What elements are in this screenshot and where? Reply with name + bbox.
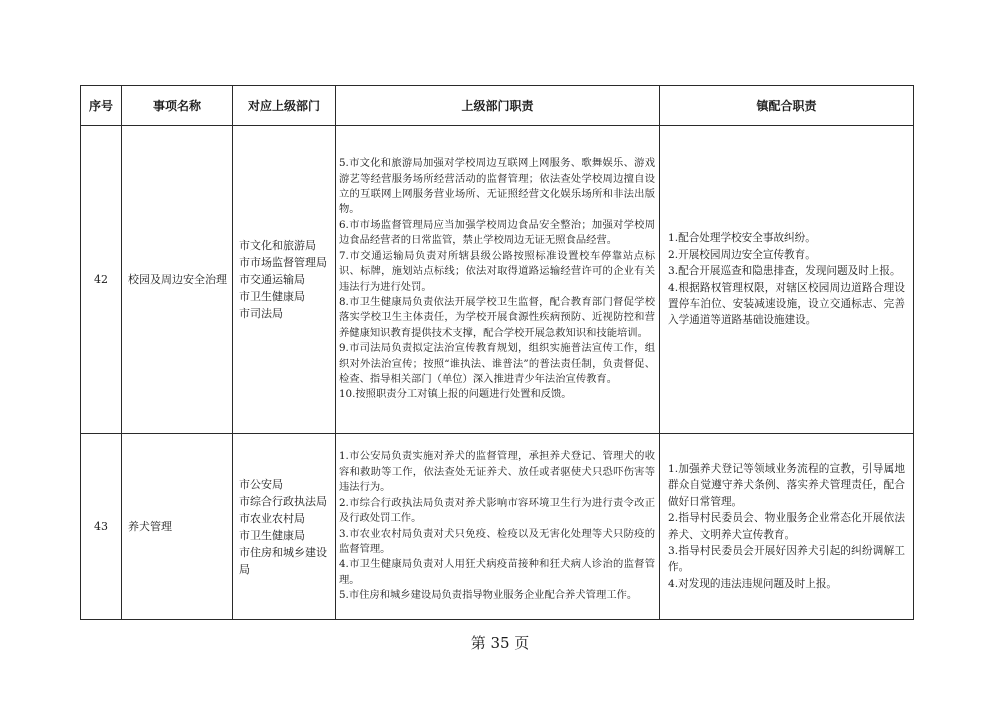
document-page bbox=[80, 85, 913, 620]
town-duty-paragraph: 1.加强养犬登记等领域业务流程的宣教，引导属地群众自觉遵守养犬条例、落实养犬管理责任，配合做好日常管理。 bbox=[668, 462, 905, 508]
town-duties bbox=[660, 126, 914, 434]
town-duty-paragraph: 1.配合处理学校安全事故纠纷。 bbox=[668, 232, 816, 245]
dept-entry: 市市场监督管理局 bbox=[239, 256, 327, 269]
duty-paragraph: 5.市文化和旅游局加强对学校周边互联网上网服务、歌舞娱乐、游戏游艺等经营服务场所经营活动的监督管理；依法查处学校周边擅自设立的互联网上网服务营业场所、无证照经营文化娱乐场所和非法出版物。 bbox=[339, 157, 655, 216]
duty-paragraph: 6.市市场监督管理局应当加强学校周边食品安全整治；加强对学校周边食品经营者的日常监管，禁止学校周边无证无照食品经营。 bbox=[339, 218, 655, 247]
town-duties bbox=[660, 434, 914, 620]
duty-paragraph: 3.市农业农村局负责对犬只免疫、检疫以及无害化处理等犬只防疫的监督管理。 bbox=[339, 527, 655, 555]
header-superior-dept: 对应上级部门 bbox=[233, 86, 336, 126]
town-duty-paragraph: 4.根据路权管理权限，对辖区校园周边道路合理设置停车泊位、安装减速设施，设立交通标志、完善入学通道等道路基础设施建设。 bbox=[668, 281, 905, 327]
dept-entry: 市公安局 bbox=[239, 477, 283, 491]
table-header-row bbox=[81, 86, 914, 126]
dept-entry: 市综合行政执法局 bbox=[239, 494, 327, 508]
dept-entry: 市交通运输局 bbox=[239, 273, 305, 286]
superior-dept-list bbox=[233, 434, 336, 620]
item-name: 养犬管理 bbox=[122, 434, 233, 620]
header-town-duties: 镇配合职责 bbox=[660, 86, 914, 126]
town-duty-paragraph: 3.指导村民委员会开展好因养犬引起的纠纷调解工作。 bbox=[668, 544, 905, 574]
town-duty-paragraph: 3.配合开展巡查和隐患排查，发现问题及时上报。 bbox=[668, 265, 901, 278]
item-name: 校园及周边安全治理 bbox=[122, 126, 233, 434]
duty-paragraph: 5.市住房和城乡建设局负责指导物业服务企业配合养犬管理工作。 bbox=[339, 589, 638, 602]
row-number: 42 bbox=[81, 126, 122, 434]
dept-entry: 市司法局 bbox=[239, 307, 283, 320]
dept-entry: 市住房和城乡建设局 bbox=[239, 545, 327, 576]
dept-entry: 市农业农村局 bbox=[239, 511, 305, 525]
duty-paragraph: 2.市综合行政执法局负责对养犬影响市容环境卫生行为进行责令改正及行政处罚工作。 bbox=[339, 496, 655, 525]
dept-entry: 市文化和旅游局 bbox=[239, 239, 316, 252]
duty-paragraph: 1.市公安局负责实施对养犬的监督管理，承担养犬登记、管理犬的收容和救助等工作，依法查处无证养犬、放任或者驱使犬只恐吓伤害等违法行为。 bbox=[339, 450, 655, 494]
header-seq: 序号 bbox=[81, 86, 122, 126]
superior-duties bbox=[336, 126, 660, 434]
dept-entry: 市卫生健康局 bbox=[239, 528, 305, 542]
header-item-name: 事项名称 bbox=[122, 86, 233, 126]
town-duty-paragraph: 2.指导村民委员会、物业服务企业常态化开展依法养犬、文明养犬宣传教育。 bbox=[668, 512, 905, 541]
town-duty-paragraph: 2.开展校园周边安全宣传教育。 bbox=[668, 248, 816, 261]
town-duty-paragraph: 4.对发现的违法违规问题及时上报。 bbox=[668, 577, 838, 590]
duty-paragraph: 10.按照职责分工对镇上报的问题进行处置和反馈。 bbox=[339, 388, 572, 401]
duty-paragraph: 4.市卫生健康局负责对人用狂犬病疫苗接种和狂犬病人诊治的监督管理。 bbox=[339, 558, 655, 586]
superior-dept-list bbox=[233, 126, 336, 434]
table-row bbox=[81, 434, 914, 620]
page-number: 第 35 页 bbox=[470, 634, 530, 652]
header-superior-duties: 上级部门职责 bbox=[336, 86, 660, 126]
row-number: 43 bbox=[81, 434, 122, 620]
table-row bbox=[81, 126, 914, 434]
dept-entry: 市卫生健康局 bbox=[239, 290, 305, 303]
superior-duties bbox=[336, 434, 660, 620]
duty-paragraph: 9.市司法局负责拟定法治宣传教育规划，组织实施普法宣传工作，组织对外法治宣传；按照“谁执法、谁普法”的普法责任制，负责督促、检查、指导相关部门（单位）深入推进青少年法治宣传教育。 bbox=[339, 342, 655, 385]
responsibility-table bbox=[80, 85, 914, 620]
duty-paragraph: 8.市卫生健康局负责依法开展学校卫生监督，配合教育部门督促学校落实学校卫生主体责任，为学校开展食源性疾病预防、近视防控和营养健康知识教育提供技术支撑，配合学校开展急救知识和技能培训。 bbox=[339, 295, 655, 339]
duty-paragraph: 7.市交通运输局负责对所辖县级公路按照标准设置校车停靠站点标识、标牌，施划站点标线；依法对取得道路运输经营许可的企业有关违法行为进行处罚。 bbox=[339, 249, 655, 293]
